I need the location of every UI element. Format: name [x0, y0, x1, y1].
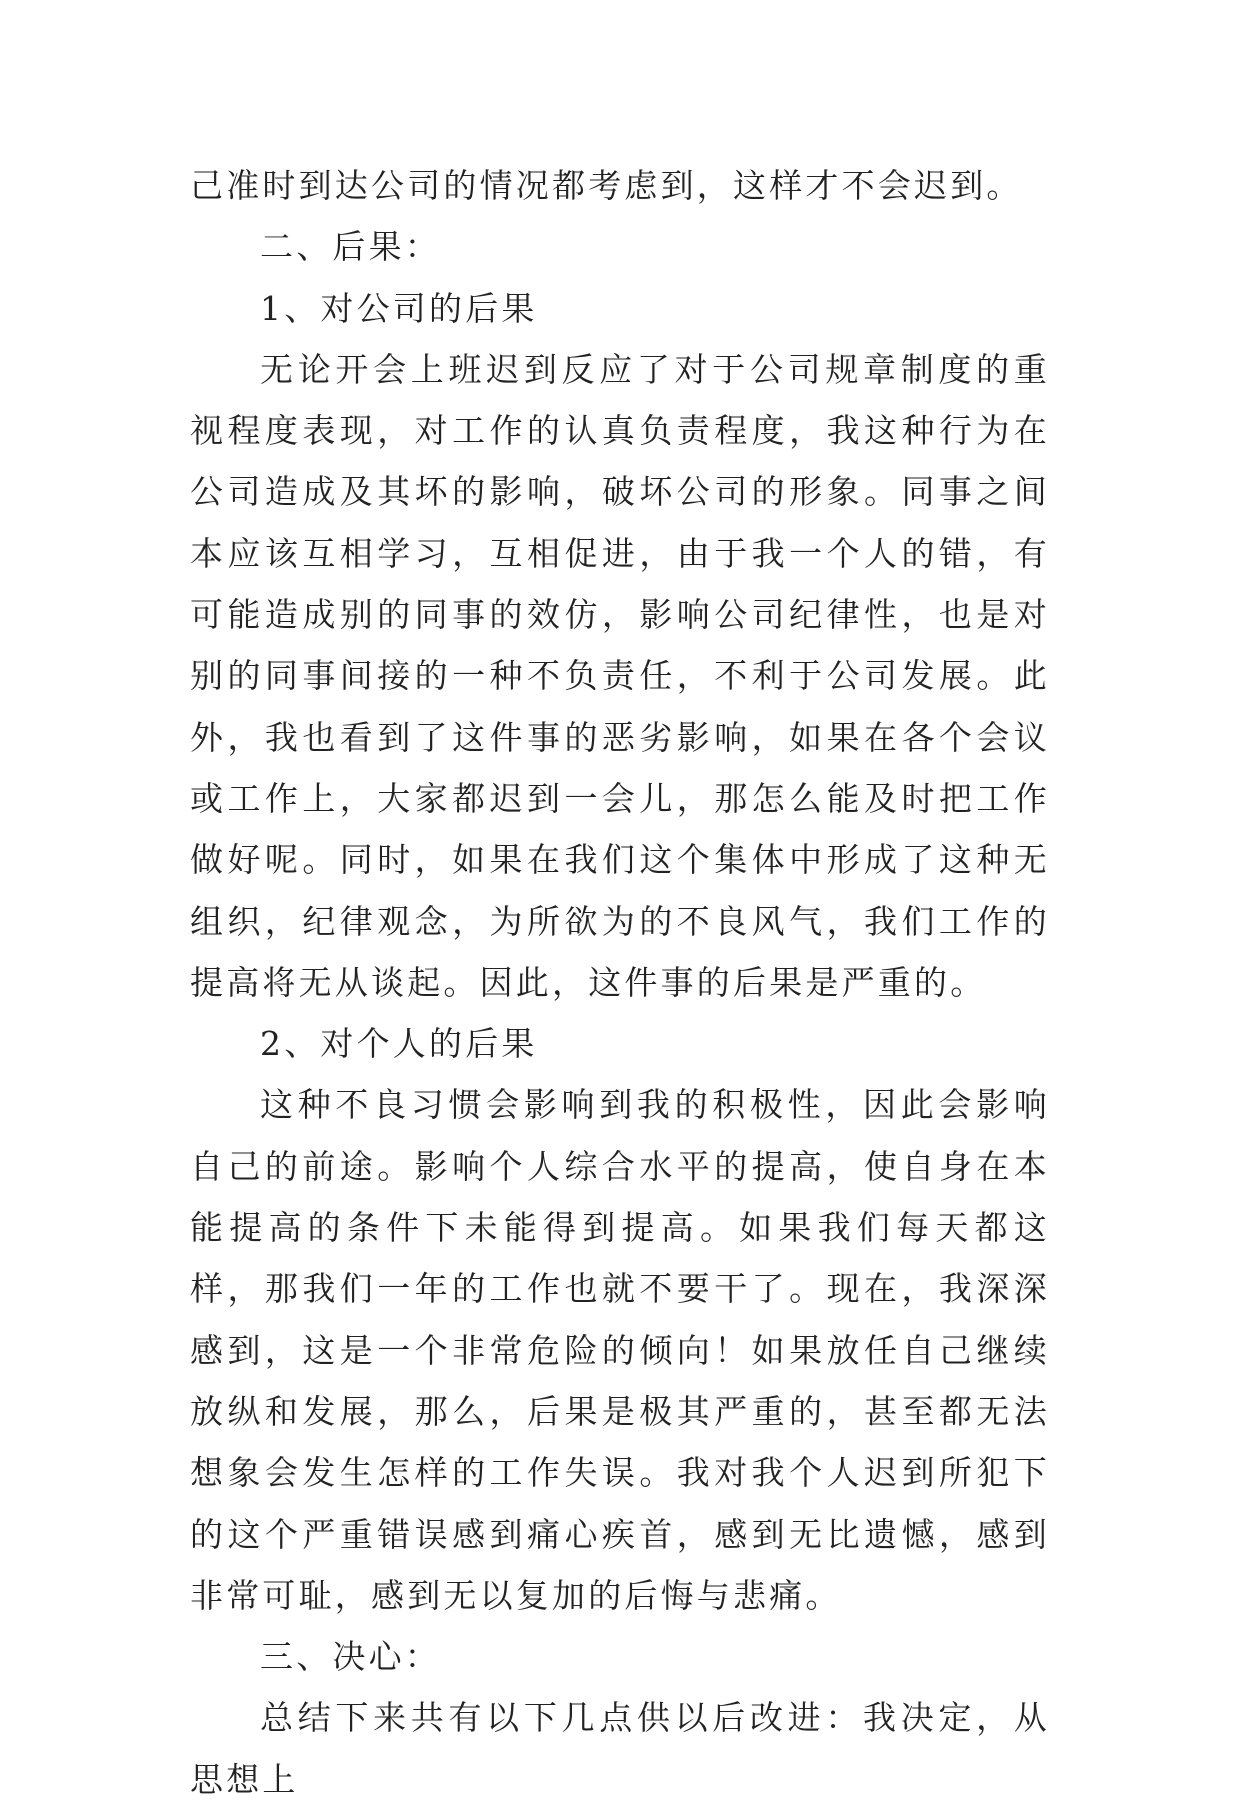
- subheading-company-consequences: 1、对公司的后果: [260, 288, 538, 328]
- section-heading-determination: 三、决心：: [260, 1637, 441, 1677]
- paragraph-continuation: 己准时到达公司的情况都考虑到，这样才不会迟到。: [190, 166, 1023, 205]
- section-heading-consequences: 二、后果：: [260, 227, 441, 267]
- subheading-personal-consequences: 2、对个人的后果: [260, 1024, 538, 1064]
- document-body: [190, 155, 1050, 1810]
- paragraph-determination: 总结下来共有以下几点供以后改进：我决定，从思想上: [190, 1698, 1050, 1799]
- paragraph-company-consequences: 无论开会上班迟到反应了对于公司规章制度的重视程度表现，对工作的认真负责程度，我这种行为在公司造成及其坏的影响，破坏公司的形象。同事之间本应该互相学习，互相促进，由于我一个人的错，有可能造成别的同事的效仿，影响公司纪律性，也是对别的同事间接的一种不负责任，不利于公司发展。此外，我也看到了这件事的恶劣影响，如果在各个会议或工作上，大家都迟到一会儿，那怎么能及时把工作做好呢。同时，如果在我们这个集体中形成了这种无组织，纪律观念，为所欲为的不良风气，我们工作的提高将无从谈起。因此，这件事的后果是严重的。: [190, 349, 1050, 1002]
- paragraph-personal-consequences: 这种不良习惯会影响到我的积极性，因此会影响自己的前途。影响个人综合水平的提高，使自身在本能提高的条件下未能得到提高。如果我们每天都这样，那我们一年的工作也就不要干了。现在，我深深感到，这是一个非常危险的倾向！如果放任自己继续放纵和发展，那么，后果是极其严重的，甚至都无法想象会发生怎样的工作失误。我对我个人迟到所犯下的这个严重错误感到痛心疾首，感到无比遗憾，感到非常可耻，感到无以复加的后悔与悲痛。: [190, 1085, 1050, 1615]
